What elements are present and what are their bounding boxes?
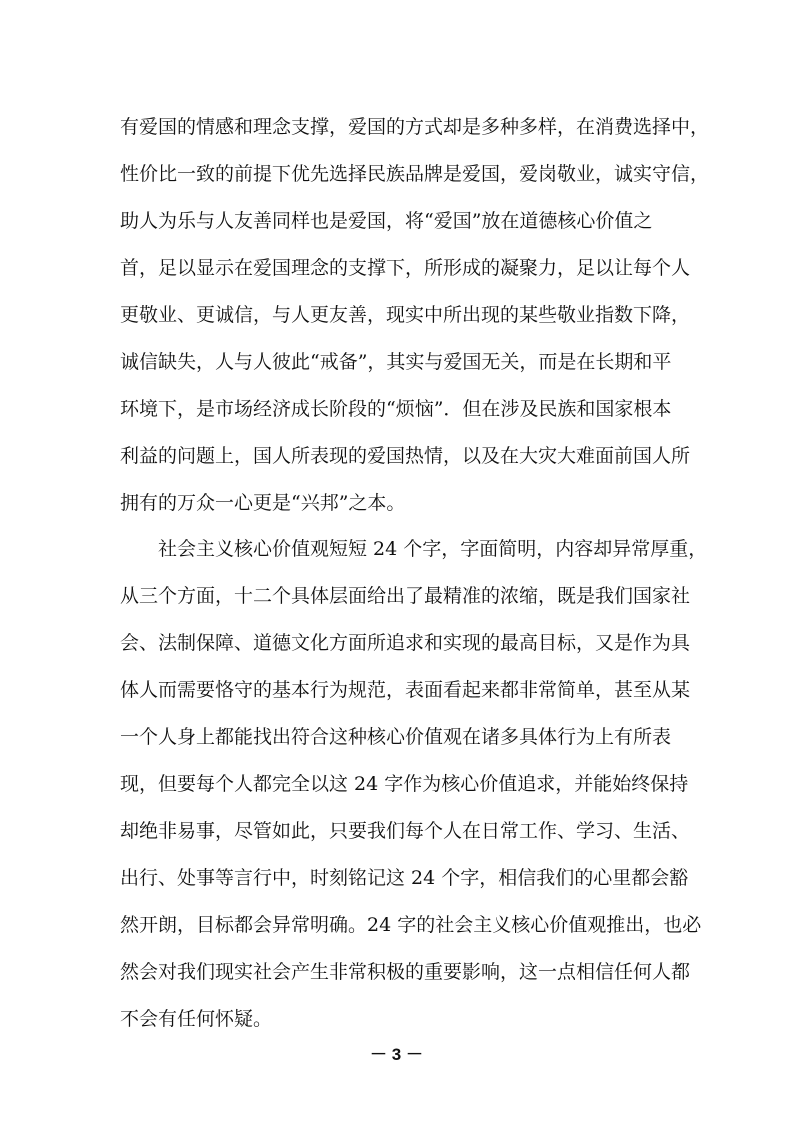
paragraph-1-line-7: 环境下，是市场经济成长阶段的“烦恼”．但在涉及民族和国家根本 xyxy=(120,398,672,420)
paragraph-2-line-4: 体人而需要恪守的基本行为规范，表面看起来都非常简单，甚至从某 xyxy=(120,679,691,701)
paragraph-1-line-2: 性价比一致的前提下优先选择民族品牌是爱国，爱岗敬业，诚实守信， xyxy=(120,163,710,185)
paragraph-2-line-3: 会、法制保障、道德文化方面所追求和实现的最高目标，又是作为具 xyxy=(120,632,691,654)
paragraph-2-line-7: 却绝非易事，尽管如此，只要我们每个人在日常工作、学习、生活、 xyxy=(120,820,691,842)
paragraph-1-line-3: 助人为乐与人友善同样也是爱国，将“爱国”放在道德核心价值之 xyxy=(120,210,653,232)
paragraph-1-line-5: 更敬业、更诚信，与人更友善，现实中所出现的某些敬业指数下降， xyxy=(120,304,691,326)
paragraph-2-line-2: 从三个方面，十二个具体层面给出了最精准的浓缩，既是我们国家社 xyxy=(120,585,691,607)
paragraph-2-line-1: 社会主义核心价值观短短 24 个字，字面简明，内容却异常厚重， xyxy=(158,538,708,560)
paragraph-1-line-6: 诚信缺失，人与人彼此“戒备”，其实与爱国无关，而是在长期和平 xyxy=(120,351,672,373)
page-number: － 3 － xyxy=(370,1045,423,1064)
paragraph-2-line-5: 一个人身上都能找出符合这种核心价值观在诸多具体行为上有所表 xyxy=(120,726,672,748)
paragraph-1-line-1: 有爱国的情感和理念支撑，爱国的方式却是多种多样，在消费选择中， xyxy=(120,116,710,138)
paragraph-2-line-10: 然会对我们现实社会产生非常积极的重要影响，这一点相信任何人都 xyxy=(120,961,691,983)
paragraph-2-line-9: 然开朗，目标都会异常明确。24 字的社会主义核心价值观推出，也必 xyxy=(120,914,702,936)
paragraph-1-line-4: 首，足以显示在爱国理念的支撑下，所形成的凝聚力，足以让每个人 xyxy=(120,257,691,279)
paragraph-1-line-9: 拥有的万众一心更是“兴邦”之本。 xyxy=(120,492,406,514)
paragraph-2-line-11: 不会有任何怀疑。 xyxy=(120,1008,273,1030)
paragraph-2-line-8: 出行、处事等言行中，时刻铭记这 24 个字，相信我们的心里都会豁 xyxy=(120,867,689,889)
paragraph-2-line-6: 现，但要每个人都完全以这 24 字作为核心价值追求，并能始终保持 xyxy=(120,773,689,795)
paragraph-1-line-8: 利益的问题上，国人所表现的爱国热情，以及在大灾大难面前国人所 xyxy=(120,445,691,467)
